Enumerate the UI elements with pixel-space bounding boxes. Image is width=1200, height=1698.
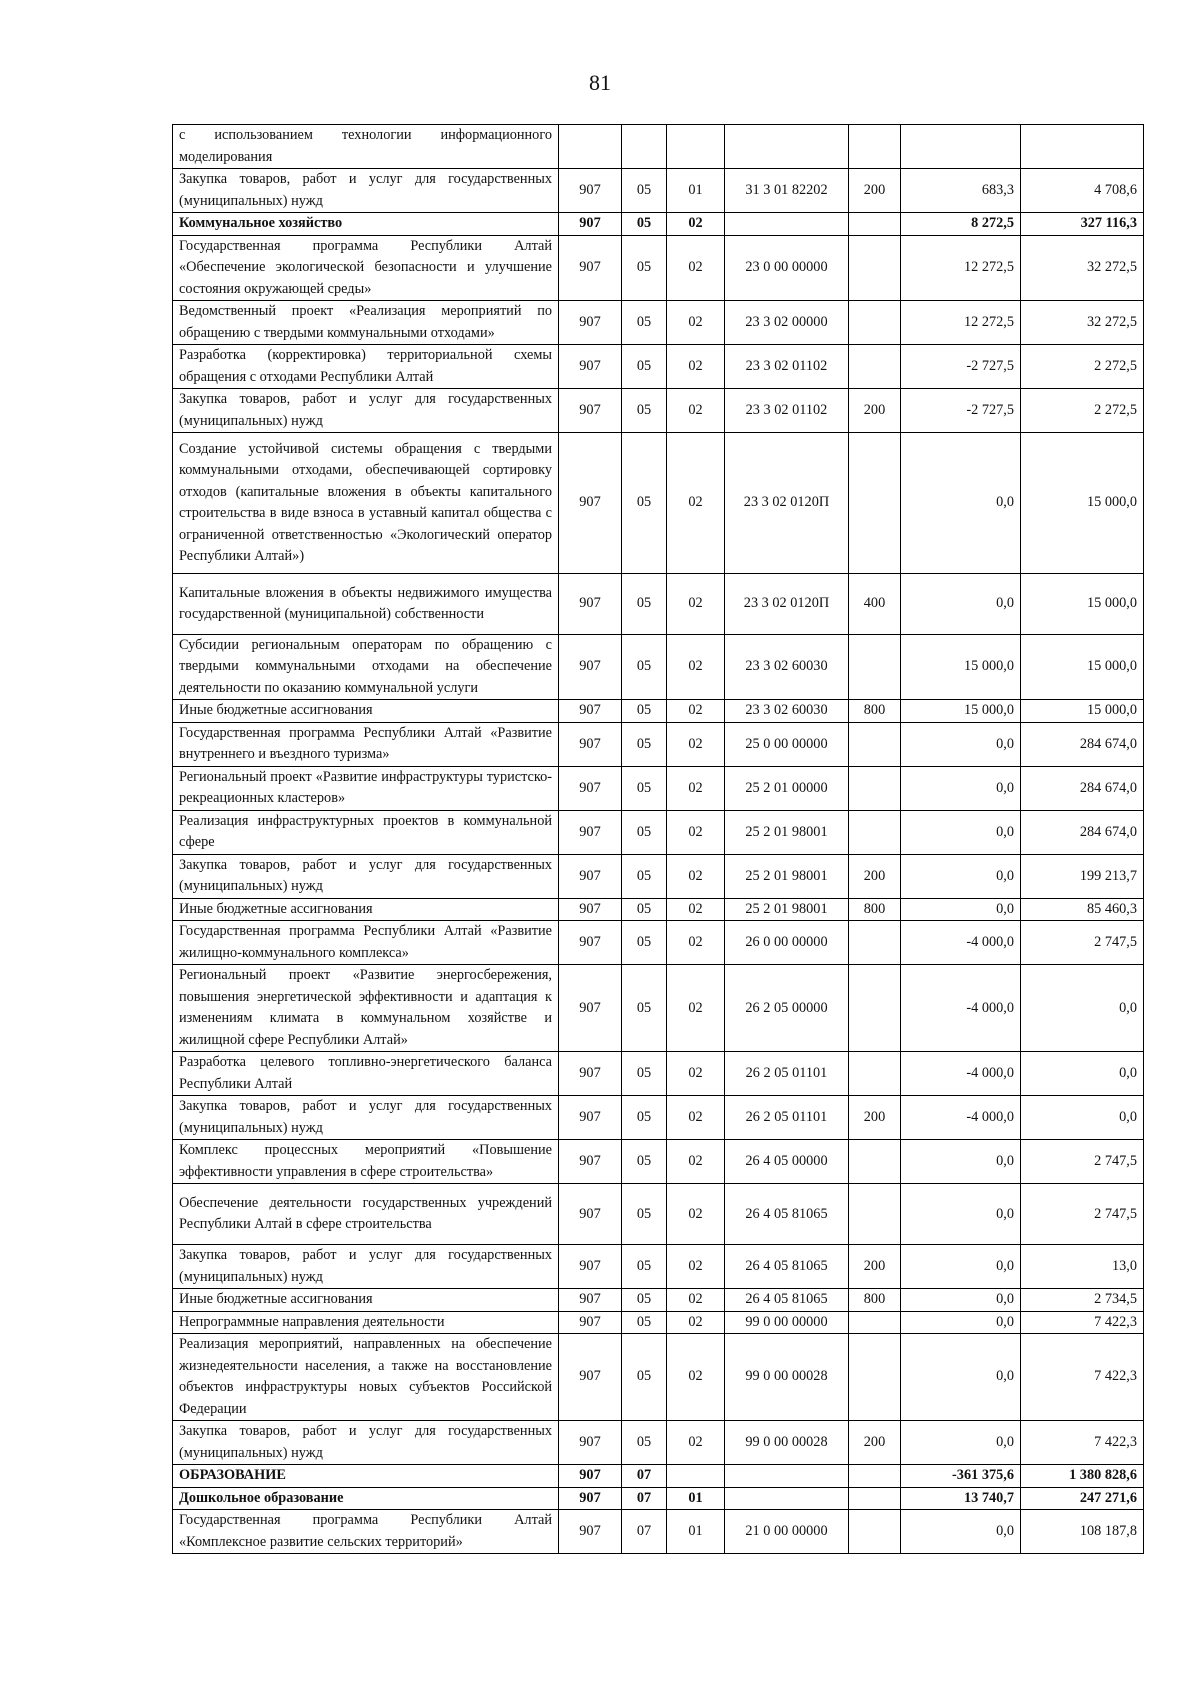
amount-total: 0,0 bbox=[1021, 1052, 1144, 1096]
table-body bbox=[173, 125, 1144, 1554]
amount-total: 15 000,0 bbox=[1021, 634, 1144, 700]
amount-change: 13 740,7 bbox=[901, 1487, 1021, 1510]
item-name: Закупка товаров, работ и услуг для государственных (муниципальных) нужд bbox=[173, 854, 559, 898]
table-row bbox=[173, 301, 1144, 345]
amount-total: 4 708,6 bbox=[1021, 169, 1144, 213]
amount-change: 15 000,0 bbox=[901, 700, 1021, 723]
section-code: 05 bbox=[622, 213, 667, 236]
expense-type-code: 200 bbox=[849, 854, 901, 898]
ministry-code: 907 bbox=[559, 1140, 622, 1184]
target-article-code: 99 0 00 00000 bbox=[725, 1311, 849, 1334]
subsection-code: 01 bbox=[667, 1510, 725, 1554]
target-article-code: 26 2 05 01101 bbox=[725, 1052, 849, 1096]
expense-type-code bbox=[849, 1334, 901, 1421]
expense-type-code: 200 bbox=[849, 169, 901, 213]
section-code: 05 bbox=[622, 1184, 667, 1245]
expense-type-code bbox=[849, 722, 901, 766]
target-article-code: 25 2 01 00000 bbox=[725, 766, 849, 810]
ministry-code: 907 bbox=[559, 700, 622, 723]
target-article-code: 99 0 00 00028 bbox=[725, 1334, 849, 1421]
amount-total: 284 674,0 bbox=[1021, 766, 1144, 810]
subsection-code: 02 bbox=[667, 301, 725, 345]
expense-type-code bbox=[849, 921, 901, 965]
table-row bbox=[173, 921, 1144, 965]
expense-type-code: 200 bbox=[849, 1096, 901, 1140]
item-name: Коммунальное хозяйство bbox=[173, 213, 559, 236]
section-code: 07 bbox=[622, 1487, 667, 1510]
subsection-code: 02 bbox=[667, 235, 725, 301]
target-article-code: 26 4 05 00000 bbox=[725, 1140, 849, 1184]
expense-type-code bbox=[849, 1510, 901, 1554]
amount-change: -4 000,0 bbox=[901, 1096, 1021, 1140]
table-row bbox=[173, 1289, 1144, 1312]
item-name: Реализация инфраструктурных проектов в коммунальной сфере bbox=[173, 810, 559, 854]
ministry-code: 907 bbox=[559, 722, 622, 766]
item-name: Иные бюджетные ассигнования bbox=[173, 700, 559, 723]
amount-total: 15 000,0 bbox=[1021, 700, 1144, 723]
section-code: 05 bbox=[622, 1421, 667, 1465]
section-code: 05 bbox=[622, 345, 667, 389]
amount-total: 247 271,6 bbox=[1021, 1487, 1144, 1510]
section-code: 05 bbox=[622, 766, 667, 810]
ministry-code: 907 bbox=[559, 965, 622, 1052]
item-name: Закупка товаров, работ и услуг для государственных (муниципальных) нужд bbox=[173, 169, 559, 213]
table-row bbox=[173, 433, 1144, 574]
target-article-code bbox=[725, 1487, 849, 1510]
subsection-code: 02 bbox=[667, 634, 725, 700]
amount-total: 108 187,8 bbox=[1021, 1510, 1144, 1554]
target-article-code bbox=[725, 213, 849, 236]
subsection-code: 02 bbox=[667, 1311, 725, 1334]
subsection-code: 02 bbox=[667, 722, 725, 766]
table-row bbox=[173, 1052, 1144, 1096]
section-code: 05 bbox=[622, 1052, 667, 1096]
subsection-code: 02 bbox=[667, 1096, 725, 1140]
target-article-code: 26 4 05 81065 bbox=[725, 1184, 849, 1245]
subsection-code: 02 bbox=[667, 574, 725, 635]
expense-type-code bbox=[849, 1311, 901, 1334]
ministry-code: 907 bbox=[559, 1245, 622, 1289]
amount-total bbox=[1021, 125, 1144, 169]
amount-change: 0,0 bbox=[901, 854, 1021, 898]
subsection-code: 02 bbox=[667, 1289, 725, 1312]
subsection-code: 02 bbox=[667, 1421, 725, 1465]
item-name: Государственная программа Республики Алтай «Обеспечение экологической безопасности и улучшение состояния окружающей среды» bbox=[173, 235, 559, 301]
amount-total: 7 422,3 bbox=[1021, 1334, 1144, 1421]
section-code: 07 bbox=[622, 1510, 667, 1554]
ministry-code: 907 bbox=[559, 433, 622, 574]
ministry-code: 907 bbox=[559, 1465, 622, 1488]
subsection-code: 02 bbox=[667, 1245, 725, 1289]
item-name: Закупка товаров, работ и услуг для государственных (муниципальных) нужд bbox=[173, 1096, 559, 1140]
amount-change: 12 272,5 bbox=[901, 235, 1021, 301]
subsection-code: 02 bbox=[667, 854, 725, 898]
subsection-code bbox=[667, 125, 725, 169]
amount-change: 0,0 bbox=[901, 574, 1021, 635]
item-name: Закупка товаров, работ и услуг для государственных (муниципальных) нужд bbox=[173, 1245, 559, 1289]
ministry-code: 907 bbox=[559, 389, 622, 433]
expense-type-code bbox=[849, 1184, 901, 1245]
section-code: 05 bbox=[622, 634, 667, 700]
expense-type-code: 200 bbox=[849, 389, 901, 433]
item-name: Иные бюджетные ассигнования bbox=[173, 1289, 559, 1312]
amount-change: 0,0 bbox=[901, 1311, 1021, 1334]
table-row bbox=[173, 1465, 1144, 1488]
ministry-code bbox=[559, 125, 622, 169]
ministry-code: 907 bbox=[559, 1289, 622, 1312]
item-name: Закупка товаров, работ и услуг для государственных (муниципальных) нужд bbox=[173, 389, 559, 433]
page-number: 81 bbox=[589, 70, 611, 95]
amount-total: 32 272,5 bbox=[1021, 301, 1144, 345]
ministry-code: 907 bbox=[559, 235, 622, 301]
amount-total: 13,0 bbox=[1021, 1245, 1144, 1289]
ministry-code: 907 bbox=[559, 1311, 622, 1334]
section-code: 05 bbox=[622, 700, 667, 723]
amount-total: 0,0 bbox=[1021, 1096, 1144, 1140]
amount-change: 0,0 bbox=[901, 722, 1021, 766]
amount-total: 1 380 828,6 bbox=[1021, 1465, 1144, 1488]
section-code bbox=[622, 125, 667, 169]
item-name: Капитальные вложения в объекты недвижимого имущества государственной (муниципальной) собственности bbox=[173, 574, 559, 635]
section-code: 05 bbox=[622, 574, 667, 635]
amount-change: 0,0 bbox=[901, 1421, 1021, 1465]
subsection-code: 02 bbox=[667, 1184, 725, 1245]
ministry-code: 907 bbox=[559, 1334, 622, 1421]
ministry-code: 907 bbox=[559, 634, 622, 700]
subsection-code: 02 bbox=[667, 810, 725, 854]
amount-change: 15 000,0 bbox=[901, 634, 1021, 700]
expense-type-code bbox=[849, 1052, 901, 1096]
ministry-code: 907 bbox=[559, 213, 622, 236]
item-name: Дошкольное образование bbox=[173, 1487, 559, 1510]
target-article-code: 23 3 02 0120П bbox=[725, 574, 849, 635]
section-code: 05 bbox=[622, 921, 667, 965]
target-article-code: 23 0 00 00000 bbox=[725, 235, 849, 301]
amount-change: 0,0 bbox=[901, 1245, 1021, 1289]
item-name: ОБРАЗОВАНИЕ bbox=[173, 1465, 559, 1488]
expense-type-code bbox=[849, 345, 901, 389]
amount-change bbox=[901, 125, 1021, 169]
target-article-code: 26 0 00 00000 bbox=[725, 921, 849, 965]
subsection-code: 02 bbox=[667, 1140, 725, 1184]
subsection-code: 02 bbox=[667, 898, 725, 921]
expense-type-code: 200 bbox=[849, 1421, 901, 1465]
amount-total: 327 116,3 bbox=[1021, 213, 1144, 236]
table-row bbox=[173, 1140, 1144, 1184]
expense-type-code bbox=[849, 766, 901, 810]
amount-change: 0,0 bbox=[901, 433, 1021, 574]
item-name: Государственная программа Республики Алтай «Развитие жилищно-коммунального комплекса» bbox=[173, 921, 559, 965]
subsection-code: 02 bbox=[667, 766, 725, 810]
amount-total: 7 422,3 bbox=[1021, 1311, 1144, 1334]
item-name: Региональный проект «Развитие инфраструктуры туристско-рекреационных кластеров» bbox=[173, 766, 559, 810]
expense-type-code bbox=[849, 1140, 901, 1184]
subsection-code: 02 bbox=[667, 965, 725, 1052]
amount-total: 2 747,5 bbox=[1021, 921, 1144, 965]
amount-change: 12 272,5 bbox=[901, 301, 1021, 345]
table-row bbox=[173, 854, 1144, 898]
expense-type-code bbox=[849, 1465, 901, 1488]
item-name: Ведомственный проект «Реализация мероприятий по обращению с твердыми коммунальными отходами» bbox=[173, 301, 559, 345]
table-row bbox=[173, 700, 1144, 723]
item-name: Субсидии региональным операторам по обращению с твердыми коммунальными отходами на обеспечение деятельности по оказанию коммунальной услуги bbox=[173, 634, 559, 700]
expense-type-code bbox=[849, 810, 901, 854]
item-name: Региональный проект «Развитие энергосбережения, повышения энергетической эффективности и адаптация к изменениям климата в коммунальном хозяйстве и жилищной сфере Республики Алтай» bbox=[173, 965, 559, 1052]
amount-change: -4 000,0 bbox=[901, 1052, 1021, 1096]
item-name: Непрограммные направления деятельности bbox=[173, 1311, 559, 1334]
target-article-code: 23 3 02 0120П bbox=[725, 433, 849, 574]
subsection-code: 02 bbox=[667, 1052, 725, 1096]
subsection-code: 02 bbox=[667, 433, 725, 574]
target-article-code: 21 0 00 00000 bbox=[725, 1510, 849, 1554]
amount-total: 85 460,3 bbox=[1021, 898, 1144, 921]
ministry-code: 907 bbox=[559, 169, 622, 213]
section-code: 05 bbox=[622, 965, 667, 1052]
amount-change: 0,0 bbox=[901, 1510, 1021, 1554]
ministry-code: 907 bbox=[559, 1421, 622, 1465]
item-name: Закупка товаров, работ и услуг для государственных (муниципальных) нужд bbox=[173, 1421, 559, 1465]
table-row bbox=[173, 1096, 1144, 1140]
amount-change: 0,0 bbox=[901, 1140, 1021, 1184]
table-row bbox=[173, 965, 1144, 1052]
amount-change: 0,0 bbox=[901, 1334, 1021, 1421]
expense-type-code bbox=[849, 213, 901, 236]
target-article-code: 25 2 01 98001 bbox=[725, 898, 849, 921]
subsection-code bbox=[667, 1465, 725, 1488]
ministry-code: 907 bbox=[559, 921, 622, 965]
amount-total: 2 747,5 bbox=[1021, 1140, 1144, 1184]
expense-type-code: 200 bbox=[849, 1245, 901, 1289]
amount-change: -4 000,0 bbox=[901, 965, 1021, 1052]
amount-total: 15 000,0 bbox=[1021, 433, 1144, 574]
amount-change: 0,0 bbox=[901, 1289, 1021, 1312]
target-article-code: 99 0 00 00028 bbox=[725, 1421, 849, 1465]
amount-change: -2 727,5 bbox=[901, 345, 1021, 389]
section-code: 05 bbox=[622, 1245, 667, 1289]
table-row bbox=[173, 810, 1144, 854]
table-row bbox=[173, 235, 1144, 301]
ministry-code: 907 bbox=[559, 1487, 622, 1510]
amount-total: 199 213,7 bbox=[1021, 854, 1144, 898]
subsection-code: 02 bbox=[667, 389, 725, 433]
expense-type-code: 400 bbox=[849, 574, 901, 635]
target-article-code bbox=[725, 125, 849, 169]
subsection-code: 02 bbox=[667, 921, 725, 965]
item-name: Реализация мероприятий, направленных на обеспечение жизнедеятельности населения, а также на восстановление объектов инфраструктуры новых субъектов Российской Федерации bbox=[173, 1334, 559, 1421]
item-name: Государственная программа Республики Алтай «Развитие внутреннего и въездного туризма» bbox=[173, 722, 559, 766]
amount-change: 683,3 bbox=[901, 169, 1021, 213]
amount-total: 0,0 bbox=[1021, 965, 1144, 1052]
table-row bbox=[173, 1245, 1144, 1289]
ministry-code: 907 bbox=[559, 345, 622, 389]
table-row bbox=[173, 634, 1144, 700]
table-row bbox=[173, 766, 1144, 810]
ministry-code: 907 bbox=[559, 1052, 622, 1096]
amount-total: 284 674,0 bbox=[1021, 722, 1144, 766]
section-code: 05 bbox=[622, 898, 667, 921]
amount-total: 2 272,5 bbox=[1021, 345, 1144, 389]
section-code: 05 bbox=[622, 1289, 667, 1312]
subsection-code: 02 bbox=[667, 213, 725, 236]
subsection-code: 02 bbox=[667, 700, 725, 723]
table-row bbox=[173, 213, 1144, 236]
table-row bbox=[173, 125, 1144, 169]
table-row bbox=[173, 1334, 1144, 1421]
ministry-code: 907 bbox=[559, 1096, 622, 1140]
table-row bbox=[173, 1510, 1144, 1554]
amount-change: 0,0 bbox=[901, 1184, 1021, 1245]
expense-type-code bbox=[849, 965, 901, 1052]
table-row bbox=[173, 722, 1144, 766]
section-code: 05 bbox=[622, 235, 667, 301]
table-row bbox=[173, 898, 1144, 921]
item-name: с использованием технологии информационного моделирования bbox=[173, 125, 559, 169]
amount-total: 2 747,5 bbox=[1021, 1184, 1144, 1245]
expense-type-code: 800 bbox=[849, 700, 901, 723]
ministry-code: 907 bbox=[559, 574, 622, 635]
amount-total: 15 000,0 bbox=[1021, 574, 1144, 635]
section-code: 05 bbox=[622, 301, 667, 345]
target-article-code: 25 2 01 98001 bbox=[725, 810, 849, 854]
section-code: 05 bbox=[622, 169, 667, 213]
expense-type-code bbox=[849, 634, 901, 700]
amount-total: 2 272,5 bbox=[1021, 389, 1144, 433]
target-article-code: 25 0 00 00000 bbox=[725, 722, 849, 766]
table-row bbox=[173, 389, 1144, 433]
amount-total: 32 272,5 bbox=[1021, 235, 1144, 301]
expense-type-code: 800 bbox=[849, 1289, 901, 1312]
target-article-code: 26 4 05 81065 bbox=[725, 1289, 849, 1312]
item-name: Комплекс процессных мероприятий «Повышение эффективности управления в сфере строительства» bbox=[173, 1140, 559, 1184]
subsection-code: 02 bbox=[667, 1334, 725, 1421]
amount-change: 0,0 bbox=[901, 766, 1021, 810]
ministry-code: 907 bbox=[559, 1510, 622, 1554]
section-code: 07 bbox=[622, 1465, 667, 1488]
target-article-code: 23 3 02 60030 bbox=[725, 634, 849, 700]
target-article-code: 23 3 02 01102 bbox=[725, 389, 849, 433]
ministry-code: 907 bbox=[559, 898, 622, 921]
budget-table bbox=[172, 124, 1144, 1554]
expense-type-code bbox=[849, 125, 901, 169]
target-article-code: 26 4 05 81065 bbox=[725, 1245, 849, 1289]
amount-change: 0,0 bbox=[901, 898, 1021, 921]
expense-type-code bbox=[849, 433, 901, 574]
section-code: 05 bbox=[622, 1311, 667, 1334]
table-row bbox=[173, 574, 1144, 635]
target-article-code: 31 3 01 82202 bbox=[725, 169, 849, 213]
item-name: Государственная программа Республики Алтай «Комплексное развитие сельских территорий» bbox=[173, 1510, 559, 1554]
table-row bbox=[173, 1184, 1144, 1245]
target-article-code bbox=[725, 1465, 849, 1488]
amount-change: -361 375,6 bbox=[901, 1465, 1021, 1488]
target-article-code: 23 3 02 60030 bbox=[725, 700, 849, 723]
table-row bbox=[173, 1421, 1144, 1465]
target-article-code: 25 2 01 98001 bbox=[725, 854, 849, 898]
section-code: 05 bbox=[622, 810, 667, 854]
target-article-code: 23 3 02 01102 bbox=[725, 345, 849, 389]
section-code: 05 bbox=[622, 722, 667, 766]
table-row bbox=[173, 169, 1144, 213]
amount-change: 8 272,5 bbox=[901, 213, 1021, 236]
subsection-code: 01 bbox=[667, 169, 725, 213]
item-name: Разработка целевого топливно-энергетического баланса Республики Алтай bbox=[173, 1052, 559, 1096]
item-name: Обеспечение деятельности государственных учреждений Республики Алтай в сфере строительства bbox=[173, 1184, 559, 1245]
table-row bbox=[173, 1311, 1144, 1334]
subsection-code: 01 bbox=[667, 1487, 725, 1510]
target-article-code: 26 2 05 01101 bbox=[725, 1096, 849, 1140]
expense-type-code bbox=[849, 1487, 901, 1510]
target-article-code: 23 3 02 00000 bbox=[725, 301, 849, 345]
item-name: Иные бюджетные ассигнования bbox=[173, 898, 559, 921]
table-row bbox=[173, 1487, 1144, 1510]
section-code: 05 bbox=[622, 389, 667, 433]
section-code: 05 bbox=[622, 433, 667, 574]
ministry-code: 907 bbox=[559, 810, 622, 854]
expense-type-code bbox=[849, 235, 901, 301]
table-row bbox=[173, 345, 1144, 389]
ministry-code: 907 bbox=[559, 854, 622, 898]
ministry-code: 907 bbox=[559, 766, 622, 810]
amount-total: 284 674,0 bbox=[1021, 810, 1144, 854]
expense-type-code bbox=[849, 301, 901, 345]
ministry-code: 907 bbox=[559, 1184, 622, 1245]
section-code: 05 bbox=[622, 1334, 667, 1421]
item-name: Разработка (корректировка) территориальной схемы обращения с отходами Республики Алтай bbox=[173, 345, 559, 389]
amount-total: 7 422,3 bbox=[1021, 1421, 1144, 1465]
amount-total: 2 734,5 bbox=[1021, 1289, 1144, 1312]
amount-change: -4 000,0 bbox=[901, 921, 1021, 965]
expense-type-code: 800 bbox=[849, 898, 901, 921]
target-article-code: 26 2 05 00000 bbox=[725, 965, 849, 1052]
amount-change: -2 727,5 bbox=[901, 389, 1021, 433]
section-code: 05 bbox=[622, 854, 667, 898]
amount-change: 0,0 bbox=[901, 810, 1021, 854]
section-code: 05 bbox=[622, 1096, 667, 1140]
section-code: 05 bbox=[622, 1140, 667, 1184]
ministry-code: 907 bbox=[559, 301, 622, 345]
subsection-code: 02 bbox=[667, 345, 725, 389]
item-name: Создание устойчивой системы обращения с твердыми коммунальными отходами, обеспечивающей сортировку отходов (капитальные вложения в объекты капитального строительства в виде взноса в уставный капитал общества с ограниченной ответственностью «Экологический оператор Республики Алтай») bbox=[173, 433, 559, 574]
